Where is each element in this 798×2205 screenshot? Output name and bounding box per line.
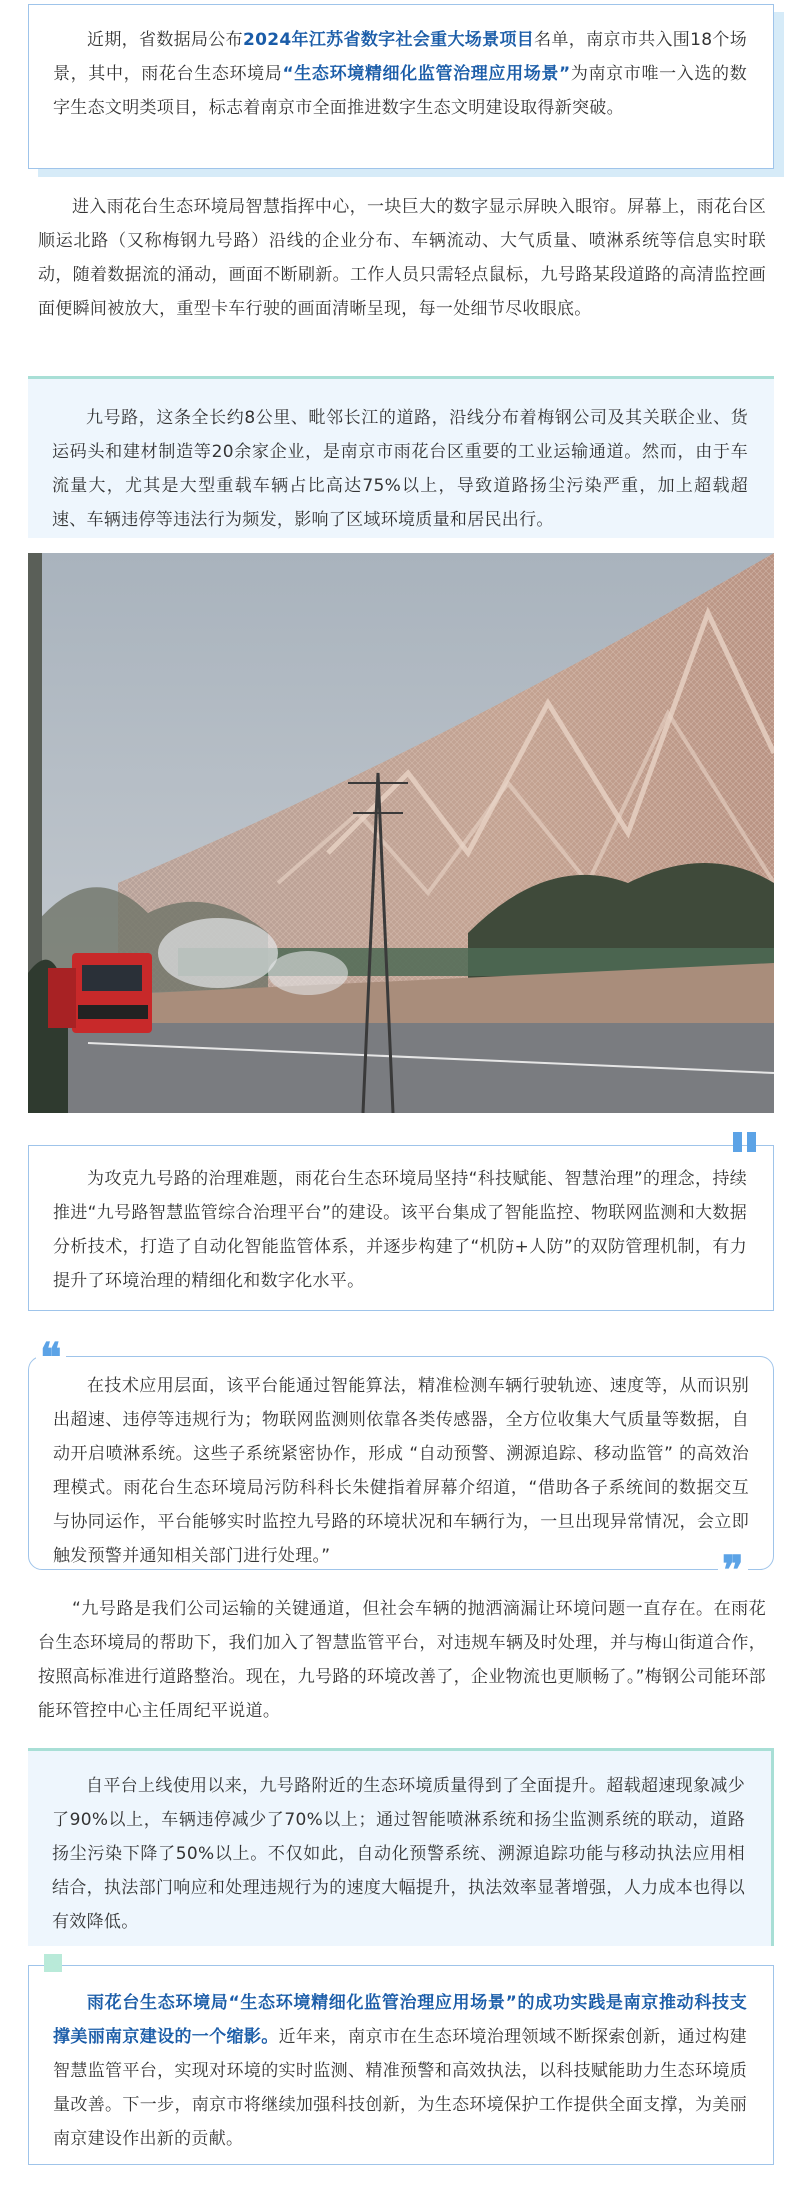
results-box — [28, 1748, 774, 1946]
road-intro-box — [28, 376, 774, 538]
results-paragraph: 自平台上线使用以来，九号路附近的生态环境质量得到了全面提升。超载超速现象减少了90%以上，车辆违停减少了70%以上；通过智能喷淋系统和扬尘监测系统的联动，道路扬尘污染下降了50%以上。不仅如此，自动化预警系统、溯源追踪功能与移动执法应用相结合，执法部门响应和处理违规行为的速度大幅提升，执法效率显著增强，人力成本也得以有效降低。 — [52, 1776, 745, 1932]
conclusion-box — [28, 1965, 774, 2165]
intro-box — [28, 4, 774, 169]
platform-box — [28, 1145, 774, 1311]
conclusion-highlight: 雨花台生态环境局“生态环境精细化监管治理应用场景”的成功实践是南京推动科技支撑美丽南京建设的一个缩影。 — [53, 1993, 747, 2047]
intro-paragraph: 近期，省数据局公布2024年江苏省数字社会重大场景项目名单，南京市共入围18个场景，其中，雨花台生态环境局“生态环境精细化监管治理应用场景”为南京市唯一入选的数字生态文明类项目，标志着南京市全面推进数字生态文明建设取得新突破。 — [53, 30, 748, 118]
company-quote-section — [38, 1592, 766, 1728]
scene-name: “生态环境精细化监管治理应用场景” — [282, 64, 571, 84]
corner-square-decoration — [44, 1954, 62, 1972]
conclusion-paragraph: 雨花台生态环境局“生态环境精细化监管治理应用场景”的成功实践是南京推动科技支撑美丽南京建设的一个缩影。近年来，南京市在生态环境治理领域不断探索创新，通过构建智慧监管平台，实现对环境的实时监测、精准预警和高效执法，以科技赋能助力生态环境质量改善。下一步，南京市将继续加强科技创新，为生态环境保护工作提供全面支撑，为美丽南京建设作出新的贡献。 — [53, 1993, 747, 2149]
road-intro-paragraph: 九号路，这条全长约8公里、毗邻长江的道路，沿线分布着梅钢公司及其关联企业、货运码头和建材制造等20余家企业，是南京市雨花台区重要的工业运输通道。然而，由于车流量大，尤其是大型重载车辆占比高达75%以上，导致道路扬尘污染严重，加上超载超速、车辆违停等违法行为频发，影响了区域环境质量和居民出行。 — [52, 408, 748, 530]
command-center-section — [38, 190, 766, 326]
road-photo — [28, 553, 774, 1113]
command-center-paragraph: 进入雨花台生态环境局智慧指挥中心，一块巨大的数字显示屏映入眼帘。屏幕上，雨花台区顺运北路（又称梅钢九号路）沿线的企业分布、车辆流动、大气质量、喷淋系统等信息实时联动，随着数据流的涌动，画面不断刷新。工作人员只需轻点鼠标，九号路某段道路的高清监控画面便瞬间被放大，重型卡车行驶的画面清晰呈现，每一处细节尽收眼底。 — [38, 197, 766, 319]
technology-paragraph: 在技术应用层面，该平台能通过智能算法，精准检测车辆行驶轨迹、速度等，从而识别出超速、违停等违规行为；物联网监测则依靠各类传感器，全方位收集大气质量等数据，自动开启喷淋系统。这些子系统紧密协作，形成 “自动预警、溯源追踪、移动监管” 的高效治理模式。雨花台生态环境局污防科科长朱健指着屏幕介绍道，“借助各子系统间的数据交互与协同运作，平台能够实时监控九号路的环境状况和车辆行为，一旦出现异常情况，会立即触发预警并通知相关部门进行处理。” — [53, 1376, 749, 1566]
company-quote-paragraph: “九号路是我们公司运输的关键通道，但社会车辆的抛洒滴漏让环境问题一直存在。在雨花台生态环境局的帮助下，我们加入了智慧监管平台，对违规车辆及时处理，并与梅山街道合作，按照高标准进行道路整治。现在，九号路的环境改善了，企业物流也更顺畅了。”梅钢公司能环部能环管控中心主任周纪平说道。 — [38, 1599, 766, 1721]
project-list-name: 2024年江苏省数字社会重大场景项目 — [242, 30, 535, 50]
close-quote-icon: ❞ — [718, 1551, 748, 1591]
open-quote-icon: ❝ — [36, 1338, 66, 1378]
platform-paragraph: 为攻克九号路的治理难题，雨花台生态环境局坚持“科技赋能、智慧治理”的理念，持续推进“九号路智慧监管综合治理平台”的建设。该平台集成了智能监控、物联网监测和大数据分析技术，打造了自动化智能监管体系，并逐步构建了“机防+人防”的双防管理机制，有力提升了环境治理的精细化和数字化水平。 — [53, 1169, 747, 1291]
pause-icon — [733, 1132, 759, 1154]
quote-box — [28, 1356, 774, 1570]
